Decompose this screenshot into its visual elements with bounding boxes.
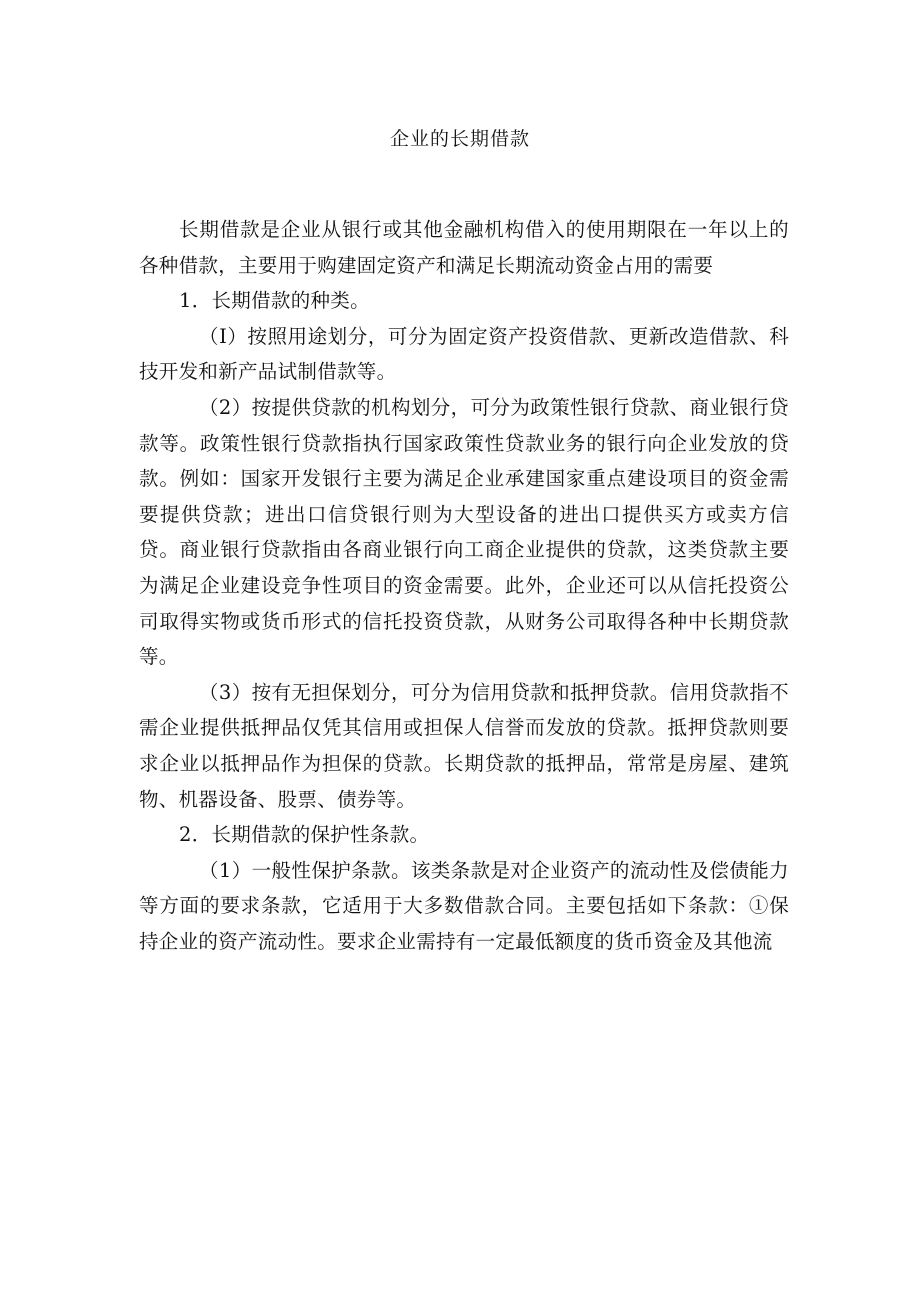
paragraph-by-purpose: （I）按照用途划分，可分为固定资产投资借款、更新改造借款、科技开发和新产品试制借款等。: [139, 324, 789, 384]
section-heading-loan-types: 1．长期借款的种类。: [179, 289, 370, 313]
document-title: 企业的长期借款: [389, 128, 530, 150]
paragraph-intro: 长期借款是企业从银行或其他金融机构借入的使用期限在一年以上的各种借款，主要用于购建固定资产和满足长期流动资金占用的需要: [139, 218, 789, 277]
paragraph-by-guarantee: （3）按有无担保划分，可分为信用贷款和抵押贷款。信用贷款指不需企业提供抵押品仅凭其信用或担保人信誉而发放的贷款。抵押贷款则要求企业以抵押品作为担保的贷款。长期贷款的抵押品，常常是房屋、建筑物、机器设备、股票、债券等。: [139, 680, 789, 811]
paragraph-general-protective-clauses: （1）一般性保护条款。该类条款是对企业资产的流动性及偿债能力等方面的要求条款，它适用于大多数借款合同。主要包括如下条款：①保持企业的资产流动性。要求企业需持有一定最低额度的货币资金及其他流: [139, 858, 789, 953]
document-body: [139, 212, 789, 959]
section-heading-protective-clauses: 2．长期借款的保护性条款。: [179, 823, 430, 847]
paragraph-by-institution: （2）按提供贷款的机构划分，可分为政策性银行贷款、商业银行贷款等。政策性银行贷款指执行国家政策性贷款业务的银行向企业发放的贷款。例如：国家开发银行主要为满足企业承建国家重点建设项目的资金需要提供贷款；进出口信贷银行则为大型设备的进出口提供买方或卖方信贷。商业银行贷款指由各商业银行向工商企业提供的贷款，这类贷款主要为满足企业建设竞争性项目的资金需要。此外，企业还可以从信托投资公司取得实物或货币形式的信托投资贷款，从财务公司取得各种中长期贷款等。: [139, 395, 789, 669]
